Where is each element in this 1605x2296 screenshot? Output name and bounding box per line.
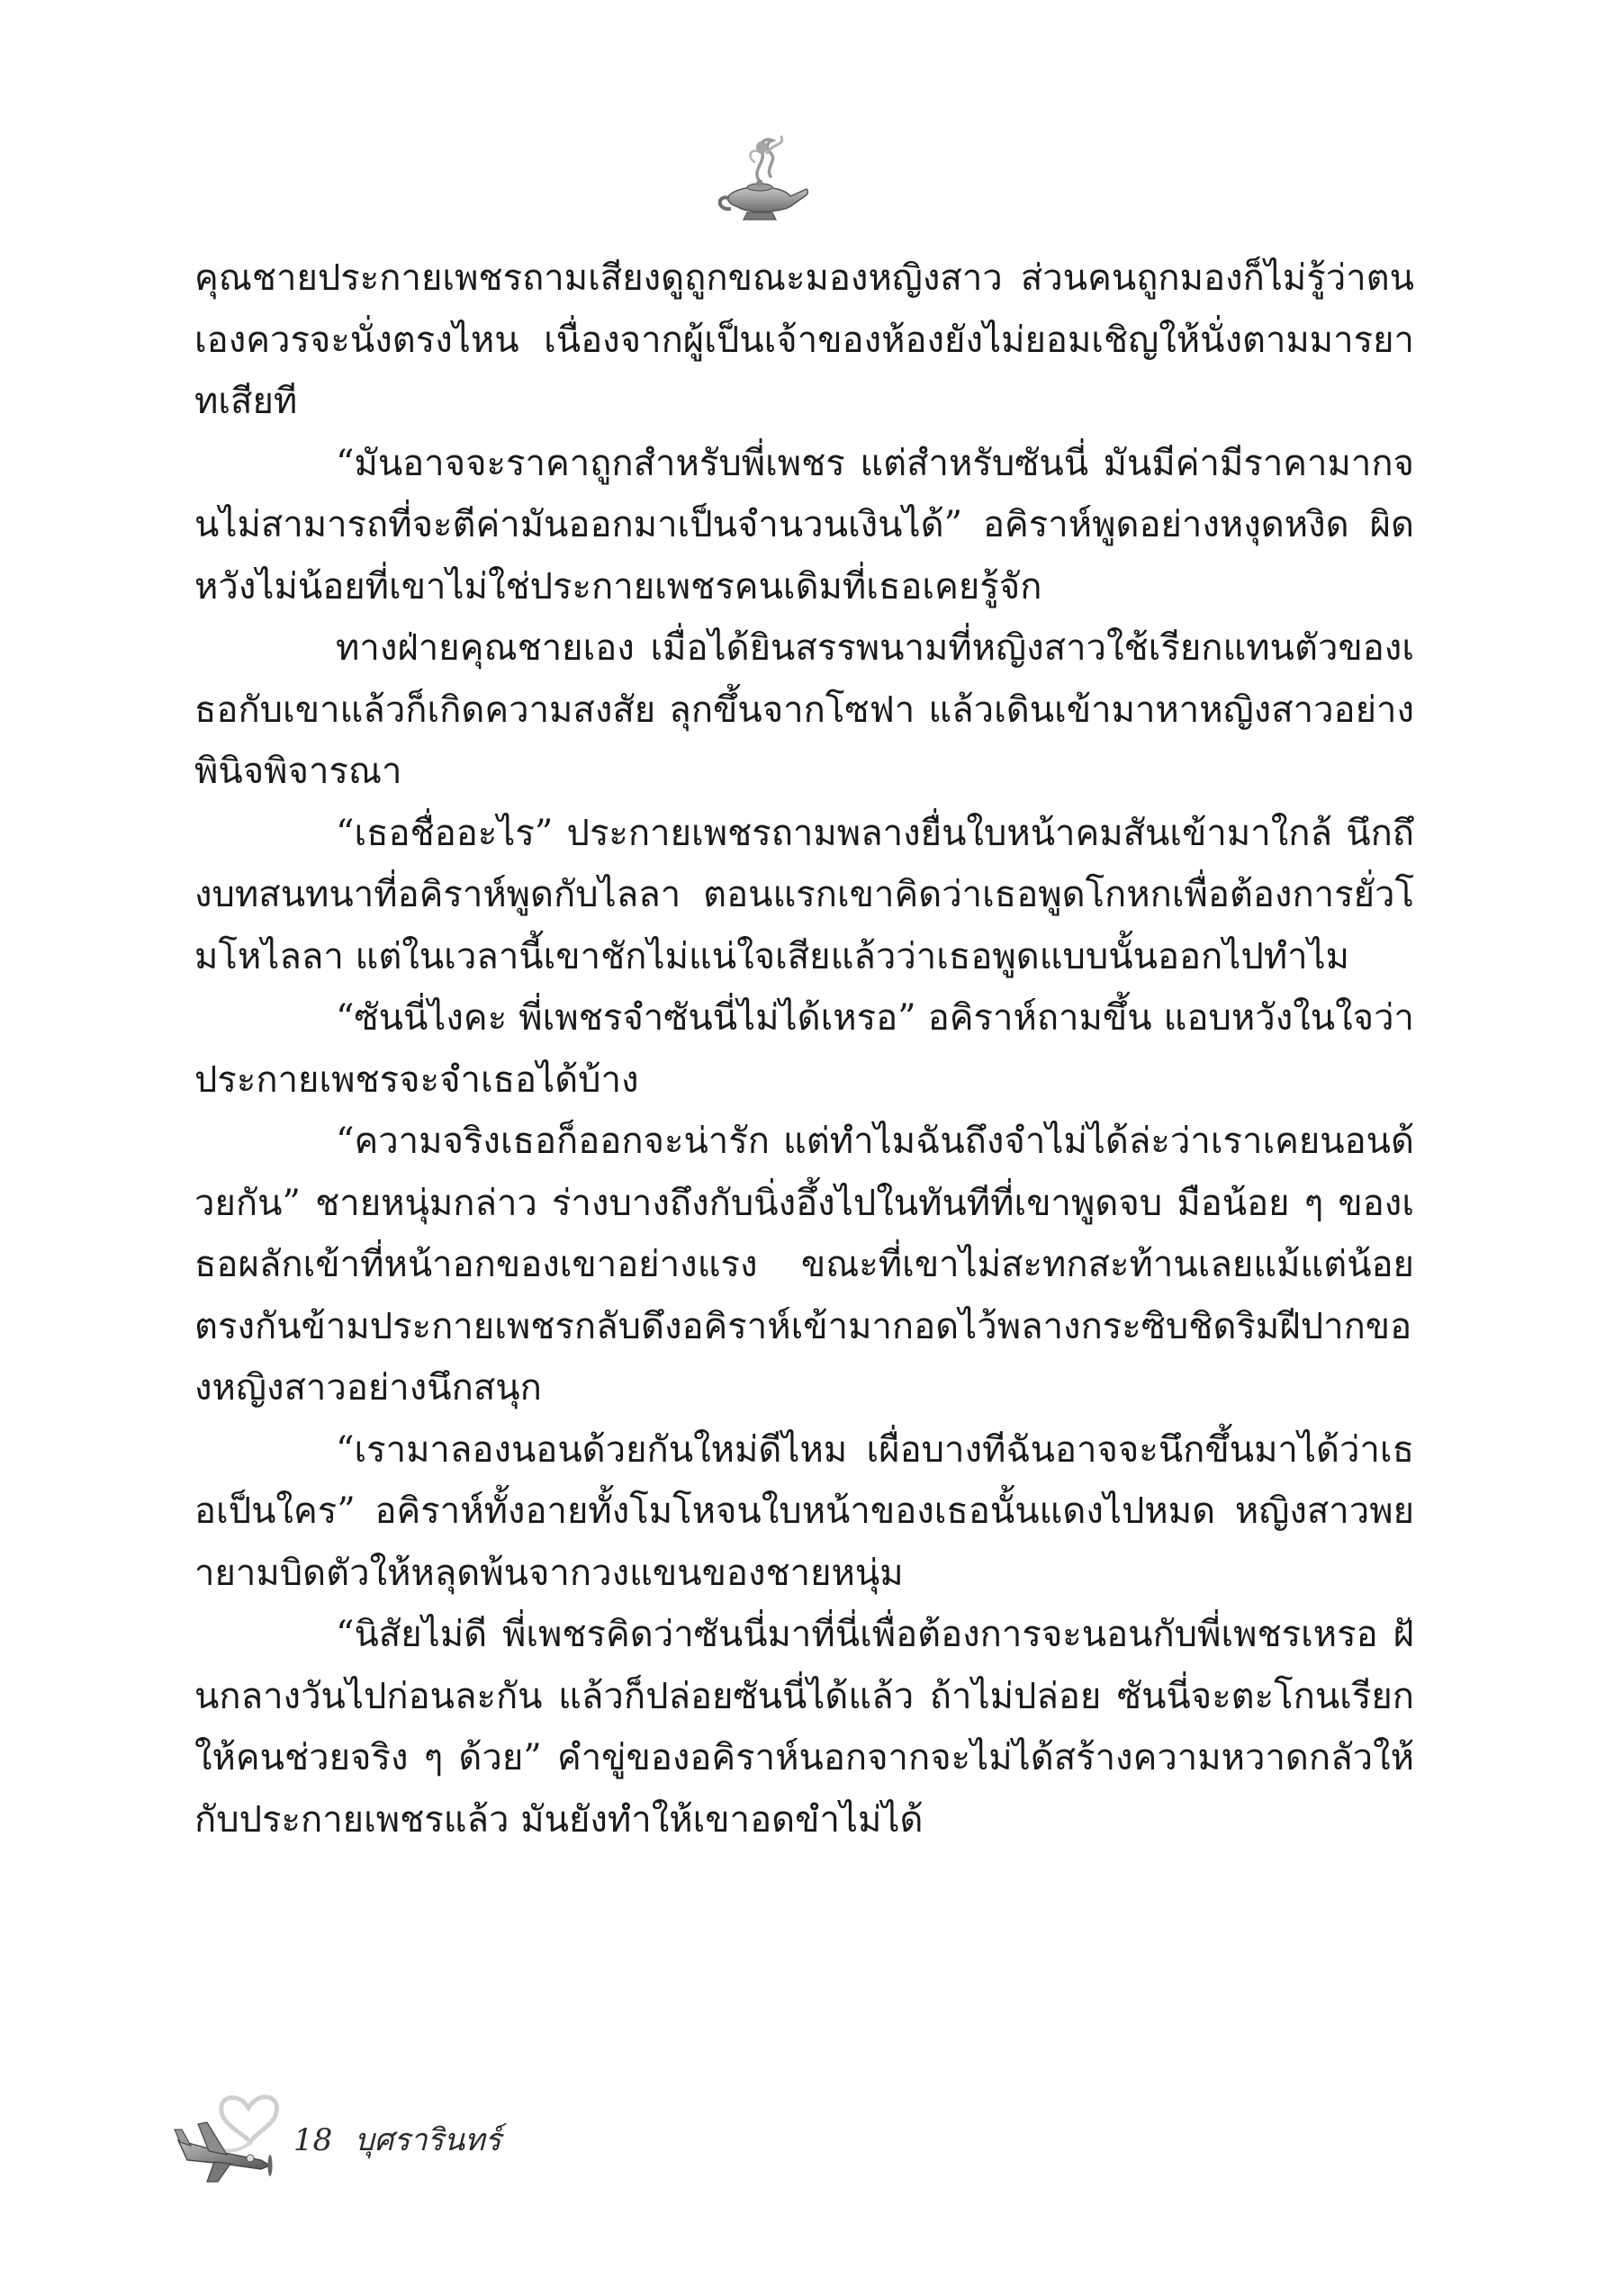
airplane-heart-icon [171,2077,306,2185]
genie-lamp-icon [708,126,816,234]
body-text [194,248,1414,1850]
paragraph-8: “นิสัยไม่ดี พี่เพชรคิดว่าซันนี่มาที่นี่เพื่อต้องการจะนอนกับพี่เพชรเหรอ ฝันกลางวันไปก่อนละกัน แล้วก็ปล่อยซันนี่ได้แล้ว ถ้าไม่ปล่อย ซันนี่จะตะโกนเรียกให้คนช่วยจริง ๆ ด้วย” คำขู่ของอคิราห์นอกจากจะไม่ได้สร้างความหวาดกลัวให้กับประกายเพชรแล้ว มันยังทำให้เขาอดขำไม่ได้ [194,1614,1414,1841]
author-name: บุศรารินทร์ [355,2122,501,2158]
paragraph-1: คุณชายประกายเพชรถามเสียงดูถูกขณะมองหญิงสาว ส่วนคนถูกมองก็ไม่รู้ว่าตนเองควรจะนั่งตรงไหน เนื่องจากผู้เป็นเจ้าของห้องยังไม่ยอมเชิญให้นั่งตามมารยาทเสียที [194,257,1414,422]
paragraph-5: “ซันนี่ไงคะ พี่เพชรจำซันนี่ไม่ได้เหรอ” อคิราห์ถามขึ้น แอบหวังในใจว่าประกายเพชรจะจำเธอได้บ้าง [194,997,1414,1101]
folio [293,2115,501,2164]
paragraph-4: “เธอชื่ออะไร” ประกายเพชรถามพลางยื่นใบหน้าคมสันเข้ามาใกล้ นึกถึงบทสนทนาที่อคิราห์พูดกับไลลา ตอนแรกเขาคิดว่าเธอพูดโกหกเพื่อต้องการยั่วโมโหไลลา แต่ในเวลานี้เขาชักไม่แน่ใจเสียแล้วว่าเธอพูดแบบนั้นออกไปทำไม [194,812,1414,977]
paragraph-3: ทางฝ่ายคุณชายเอง เมื่อได้ยินสรรพนามที่หญิงสาวใช้เรียกแทนตัวของเธอกับเขาแล้วก็เกิดความสงสัย ลุกขึ้นจากโซฟา แล้วเดินเข้ามาหาหญิงสาวอย่างพินิจพิจารณา [194,627,1414,792]
paragraph-2: “มันอาจจะราคาถูกสำหรับพี่เพชร แต่สำหรับซันนี่ มันมีค่ามีราคามากจนไม่สามารถที่จะตีค่ามันออกมาเป็นจำนวนเงินได้” อคิราห์พูดอย่างหงุดหงิด ผิดหวังไม่น้อยที่เขาไม่ใช่ประกายเพชรคนเดิมที่เธอเคยรู้จัก [194,442,1414,608]
page-footer [171,2077,801,2194]
page-number: 18 [293,2122,333,2158]
paragraph-7: “เรามาลองนอนด้วยกันใหม่ดีไหม เผื่อบางทีฉันอาจจะนึกขึ้นมาได้ว่าเธอเป็นใคร” อคิราห์ทั้งอายทั้งโมโหจนใบหน้าของเธอนั้นแดงไปหมด หญิงสาวพยายามบิดตัวให้หลุดพ้นจากวงแขนของชายหนุ่ม [194,1428,1414,1594]
paragraph-6: “ความจริงเธอก็ออกจะน่ารัก แต่ทำไมฉันถึงจำไม่ได้ล่ะว่าเราเคยนอนด้วยกัน” ชายหนุ่มกล่าว ร่างบางถึงกับนิ่งอึ้งไปในทันทีที่เขาพูดจบ มือน้อย ๆ ของเธอผลักเข้าที่หน้าอกของเขาอย่างแรง ขณะที่เขาไม่สะทกสะท้านเลยแม้แต่น้อย ตรงกันข้ามประกายเพชรกลับดึงอคิราห์เข้ามากอดไว้พลางกระซิบชิดริมฝีปากของหญิงสาวอย่างนึกสนุก [194,1121,1414,1409]
